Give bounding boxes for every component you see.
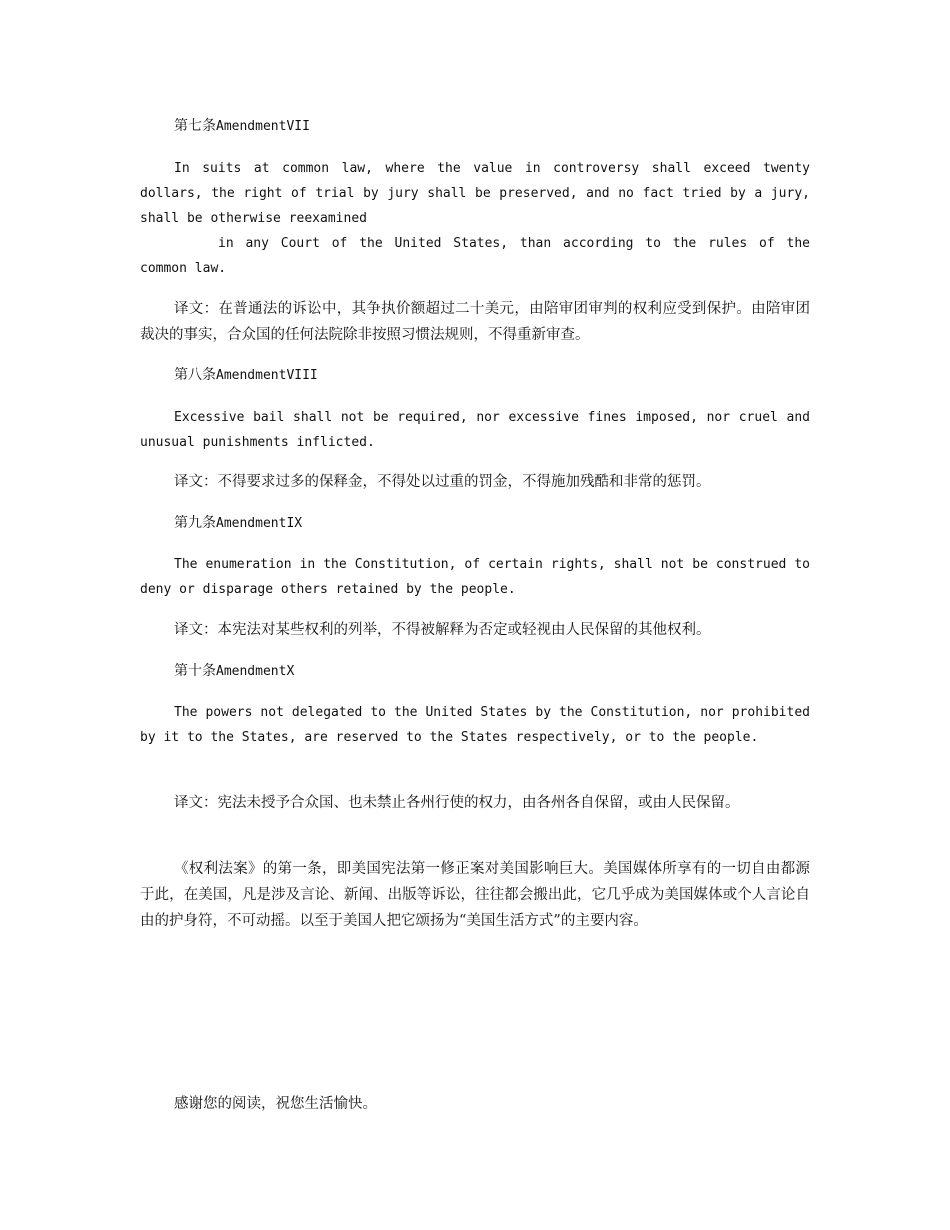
amendment-7-heading-en: AmendmentVII (216, 119, 310, 134)
amendment-10-heading (140, 661, 844, 682)
amendment-8-translation: 译文：不得要求过多的保释金，不得处以过重的罚金，不得施加残酷和非常的惩罚。 (174, 474, 711, 490)
amendment-10-heading-en: AmendmentX (216, 664, 295, 679)
amendment-8-heading-en: AmendmentVIII (216, 368, 318, 383)
amendment-7-text-en (140, 156, 810, 231)
amendment-9-text-en: The enumeration in the Constitution, of certain rights, shall not be construed to deny or disparage others retained by the people. (140, 557, 810, 597)
amendment-9-heading (140, 513, 844, 534)
amendment-7-text-en-cont (140, 231, 810, 281)
amendment-8-heading-cn: 第八条 (174, 367, 216, 383)
amendment-10-translation: 译文：宪法未授予合众国、也未禁止各州行使的权力，由各州各自保留，或由人民保留。 (174, 795, 740, 811)
amendment-10-text-en: The powers not delegated to the United States by the Constitution, nor prohibited by it to the States, are reserved to the States respectively, or to the people. (140, 705, 810, 745)
amendment-7-heading-cn: 第七条 (174, 118, 216, 134)
amendment-7-text-en-2: in any Court of the United States, than according to the rules of the common law. (140, 236, 810, 276)
amendment-7-translation: 译文：在普通法的诉讼中，其争执价额超过二十美元，由陪审团审判的权利应受到保护。由陪审团裁决的事实，合众国的任何法院除非按照习惯法规则，不得重新审查。 (140, 301, 810, 343)
amendment-9-translation: 译文：本宪法对某些权利的列举，不得被解释为否定或轻视由人民保留的其他权利。 (174, 622, 711, 638)
amendment-7-text-en-1: In suits at common law, where the value in controversy shall exceed twenty dollars, the right of trial by jury shall be preserved, and no fact tried by a jury, shall be otherwise reexamined (140, 161, 810, 226)
amendment-8-text-en: Excessive bail shall not be required, nor excessive fines imposed, nor cruel and unusual punishments inflicted. (140, 410, 810, 450)
amendment-9-heading-en: AmendmentIX (216, 516, 303, 531)
summary-paragraph: 《权利法案》的第一条，即美国宪法第一修正案对美国影响巨大。美国媒体所享有的一切自由都源于此，在美国，凡是涉及言论、新闻、出版等诉讼，往往都会搬出此，它几乎成为美国媒体或个人言论自由的护身符，不可动摇。以至于美国人把它颂扬为“美国生活方式”的主要内容。 (140, 861, 810, 929)
amendment-10-heading-cn: 第十条 (174, 663, 216, 679)
amendment-9-heading-cn: 第九条 (174, 515, 216, 531)
amendment-8-heading (140, 365, 844, 386)
closing-line: 感谢您的阅读，祝您生活愉快。 (174, 1096, 377, 1112)
amendment-7-heading (140, 116, 844, 137)
